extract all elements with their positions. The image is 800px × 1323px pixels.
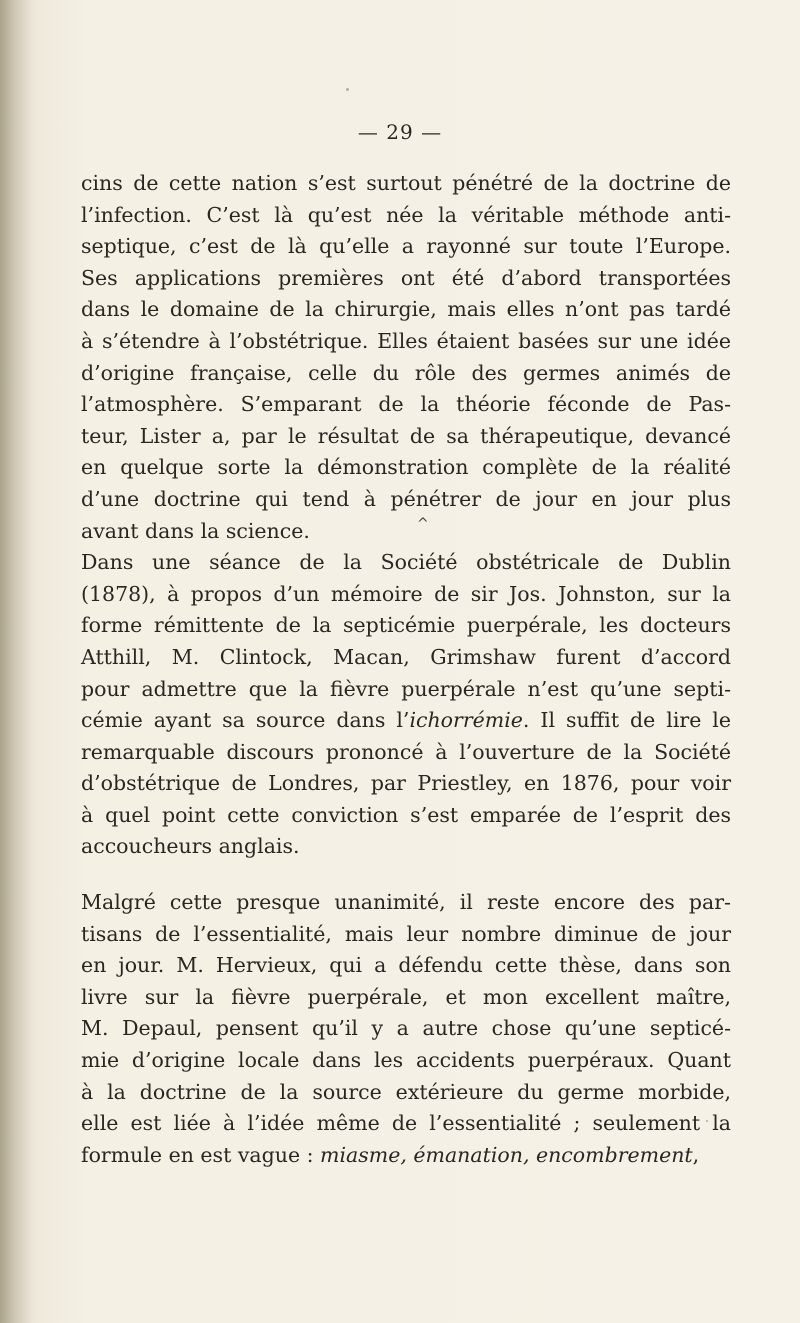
text-line: à la doctrine de la source extérieure du germe morbide, <box>81 1079 731 1104</box>
paragraph <box>81 168 731 547</box>
text-line: l’infection. C’est là qu’est née la véritable méthode anti- <box>81 202 731 227</box>
text-line: forme rémittente de la septicémie puerpérale, les docteurs <box>81 613 731 638</box>
text-line: Dans une séance de la Société obstétricale de Dublin <box>81 550 731 575</box>
text-line: septique, c’est de là qu’elle a rayonné sur toute l’Europe. <box>81 234 731 259</box>
paragraph-gap <box>81 863 731 887</box>
text-line: cémie ayant sa source dans l’ichorrémie. Il suffit de lire le <box>81 708 731 733</box>
text-line: avant dans la science. <box>81 518 310 543</box>
text-line: Ses applications premières ont été d’abord transportées <box>81 265 731 290</box>
text-line: en quelque sorte la démonstration complète de la réalité <box>81 455 731 480</box>
text-line: elle est liée à l’idée même de l’essentialité ; seulement la <box>81 1111 731 1136</box>
text-line: à quel point cette conviction s’est emparée de l’esprit des <box>81 802 731 827</box>
text-line: remarquable discours prononcé à l’ouverture de la Société <box>81 739 731 764</box>
text-line: d’origine française, celle du rôle des germes animés de <box>81 360 731 385</box>
text-line: accoucheurs anglais. <box>81 834 300 859</box>
paragraph <box>81 887 731 1171</box>
text-line: teur, Lister a, par le résultat de sa thérapeutique, devancé <box>81 423 731 448</box>
text-line: d’une doctrine qui tend à pénétrer de jour en jour plus <box>81 486 731 511</box>
text-line: l’atmosphère. S’emparant de la théorie féconde de Pas- <box>81 392 731 417</box>
text-line: pour admettre que la fièvre puerpérale n’est qu’une septi- <box>81 676 731 701</box>
text-line: mie d’origine locale dans les accidents puerpéraux. Quant <box>81 1048 731 1073</box>
paragraph <box>81 547 731 863</box>
text-line: Malgré cette presque unanimité, il reste encore des par- <box>81 890 731 915</box>
page-number: — 29 — <box>357 120 443 144</box>
printer-caret-mark: ^ <box>417 516 429 532</box>
text-line: dans le domaine de la chirurgie, mais elles n’ont pas tardé <box>81 297 731 322</box>
text-line: formule en est vague : miasme, émanation, encombrement, <box>81 1142 700 1167</box>
text-line: d’obstétrique de Londres, par Priestley, en 1876, pour voir <box>81 771 731 796</box>
text-line: tisans de l’essentialité, mais leur nombre diminue de jour <box>81 921 731 946</box>
text-line: M. Depaul, pensent qu’il y a autre chose qu’une septicé- <box>81 1016 731 1041</box>
text-line: livre sur la fièvre puerpérale, et mon excellent maître, <box>81 984 731 1009</box>
paper-speck <box>346 88 349 91</box>
text-line: cins de cette nation s’est surtout pénétré de la doctrine de <box>81 171 731 195</box>
body-text <box>81 168 731 1171</box>
text-line: en jour. M. Hervieux, qui a défendu cette thèse, dans son <box>81 953 731 978</box>
text-line: Atthill, M. Clintock, Macan, Grimshaw furent d’accord <box>81 644 731 669</box>
binding-shadow <box>0 0 32 1323</box>
text-line: à s’étendre à l’obstétrique. Elles étaient basées sur une idée <box>81 328 731 353</box>
text-line: (1878), à propos d’un mémoire de sir Jos. Johnston, sur la <box>81 581 731 606</box>
